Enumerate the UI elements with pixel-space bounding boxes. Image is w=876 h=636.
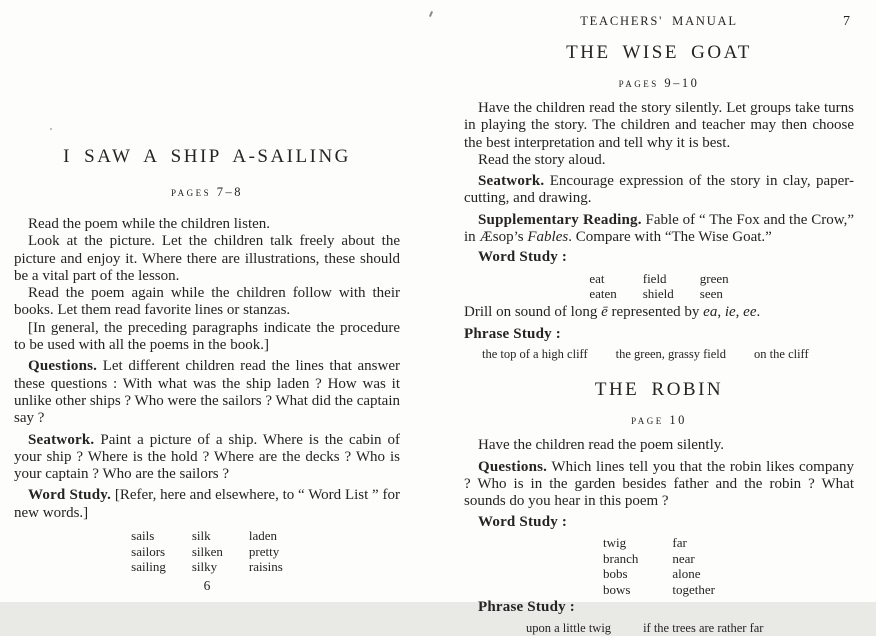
word-column: [589, 271, 616, 302]
left-page: [14, 0, 400, 602]
phrase-study-row: [482, 347, 854, 362]
seatwork-label: Seatwork.: [28, 431, 95, 448]
supplementary-text: . Compare with “The Wise Goat.”: [568, 229, 772, 246]
paragraph-read-story: Have the children read the story silently. Let groups take turns in playing the story. The children and teacher may then choose the best interpretation and tell why it is best.: [464, 100, 854, 151]
word-cell: alone: [672, 566, 701, 582]
word-cell: eaten: [589, 286, 617, 302]
drill-text: .: [756, 303, 761, 320]
word-cell: bows: [603, 581, 631, 597]
word-study-table: [14, 528, 400, 575]
word-study-table: [464, 271, 854, 302]
word-cell: silky: [191, 559, 218, 575]
word-cell: sailing: [131, 559, 166, 575]
paragraph-in-general: [In general, the preceding paragraphs indicate the procedure to be used with all the poems in the book.]: [14, 319, 400, 354]
word-study-label: Word Study :: [478, 249, 568, 266]
phrase-item: if the trees are rather far: [643, 620, 764, 635]
questions-text: Which lines tell you that the robin likes company ? Who is in the garden besides father and the robin ? What sounds do you hear in this poem ?: [464, 458, 854, 510]
left-page-title: I SAW A SHIP A-SAILING: [63, 146, 351, 167]
word-study-label: Word Study.: [28, 487, 112, 504]
fables-book-title: Fables: [527, 229, 569, 246]
phrase-item: upon a little twig: [526, 620, 612, 635]
drill-line: [464, 304, 854, 321]
word-cell: branch: [603, 550, 639, 566]
word-column: [700, 271, 729, 302]
drill-text: Drill on sound of long: [464, 303, 602, 320]
word-cell: sails: [131, 528, 155, 544]
running-header: [464, 13, 854, 29]
word-column: [643, 271, 674, 302]
phrase-study-label: Phrase Study :: [478, 599, 575, 616]
left-page-number: 6: [203, 577, 211, 593]
paragraph-read-poem: Read the poem while the children listen.: [28, 216, 271, 232]
word-cell: silken: [191, 543, 223, 559]
left-page-subtitle: pages 7–8: [170, 185, 244, 199]
paragraph-read-poem-silently: Have the children read the poem silently.: [478, 437, 725, 454]
phrase-item: the top of a high cliff: [482, 347, 588, 362]
word-cell: near: [672, 550, 695, 566]
word-cell: far: [672, 534, 687, 550]
phrase-study-row: [526, 621, 854, 636]
robin-phrase-section: [464, 599, 854, 616]
questions-paragraph: [464, 459, 854, 511]
paragraph-read-aloud: Read the story aloud.: [478, 151, 606, 168]
wise-goat-title: THE WISE GOAT: [566, 42, 752, 63]
word-column: [603, 535, 638, 597]
vowel-ea: ea: [703, 303, 718, 320]
word-cell: field: [642, 270, 667, 286]
vowel-ie: ie: [724, 303, 736, 320]
word-cell: twig: [603, 534, 627, 550]
word-study-text: [Refer, here and elsewhere, to “ Word List ” for new words.]: [14, 487, 400, 521]
drill-text: ,: [717, 303, 725, 320]
seatwork-label: Seatwork.: [478, 173, 545, 190]
word-column: [249, 528, 283, 575]
phrase-study-label: Phrase Study :: [464, 326, 561, 343]
left-page-body: [14, 216, 400, 522]
word-cell: raisins: [248, 559, 283, 575]
running-header-title: TEACHERS' MANUAL: [580, 14, 738, 28]
word-cell: pretty: [248, 543, 280, 559]
paragraph-look-picture: Look at the picture. Let the children talk freely about the picture and enjoy it. Where there are illustrations, these should be a vital part of the lesson.: [14, 233, 400, 284]
questions-paragraph: [14, 358, 400, 427]
vowel-ee: ee: [743, 303, 757, 320]
phrase-item: the green, grassy field: [615, 347, 727, 362]
word-cell: together: [672, 581, 715, 597]
word-cell: laden: [248, 528, 278, 544]
word-column: [131, 528, 166, 575]
word-study-label: Word Study :: [478, 513, 568, 530]
word-cell: bobs: [603, 566, 628, 582]
drill-text: represented by: [607, 303, 704, 320]
phrase-item: on the cliff: [754, 347, 809, 362]
word-cell: seen: [699, 286, 723, 302]
wise-goat-subtitle: pages 9–10: [618, 76, 700, 90]
word-cell: shield: [642, 286, 674, 302]
word-cell: silk: [191, 528, 211, 544]
word-study-table: [464, 535, 854, 597]
word-column: [192, 528, 223, 575]
long-e-symbol: ē: [601, 303, 608, 320]
robin-body: [464, 437, 854, 530]
supplementary-text: Fable of “ The Fox and the Crow,” in Æsop’s: [464, 211, 854, 246]
word-cell: sailors: [131, 543, 166, 559]
supplementary-reading-paragraph: [464, 212, 854, 247]
seatwork-text: Paint a picture of a ship. Where is the cabin of your ship ? Where is the hold ? Where are the decks ? Who is your captain ? Who are the sailors ?: [14, 431, 400, 483]
supplementary-reading-label: Supplementary Reading.: [478, 211, 642, 228]
paragraph-read-again: Read the poem again while the children follow with their books. Let them read favorite lines or stanzas.: [14, 285, 400, 319]
questions-label: Questions.: [478, 458, 548, 475]
word-column: [672, 535, 715, 597]
seatwork-text: Encourage expression of the story in clay, paper-cutting, and drawing.: [464, 173, 854, 207]
wise-goat-body: [464, 100, 854, 267]
robin-title: THE ROBIN: [594, 379, 724, 401]
questions-text: Let different children read the lines that answer these questions : With what was the ship laden ? How was it unlike other ships ? Who were the sailors ? What did the captain say ?: [14, 358, 401, 427]
questions-label: Questions.: [28, 358, 98, 375]
scan-artifact: [429, 11, 433, 17]
drill-section: [464, 304, 854, 344]
word-study-paragraph: [14, 487, 400, 522]
word-cell: eat: [589, 270, 605, 286]
right-page: [464, 0, 854, 635]
robin-subtitle: page 10: [631, 413, 687, 428]
word-cell: green: [699, 270, 729, 286]
seatwork-paragraph: [464, 173, 854, 208]
drill-text: ,: [735, 303, 744, 320]
seatwork-paragraph: [14, 432, 400, 484]
right-page-number: 7: [843, 14, 850, 29]
